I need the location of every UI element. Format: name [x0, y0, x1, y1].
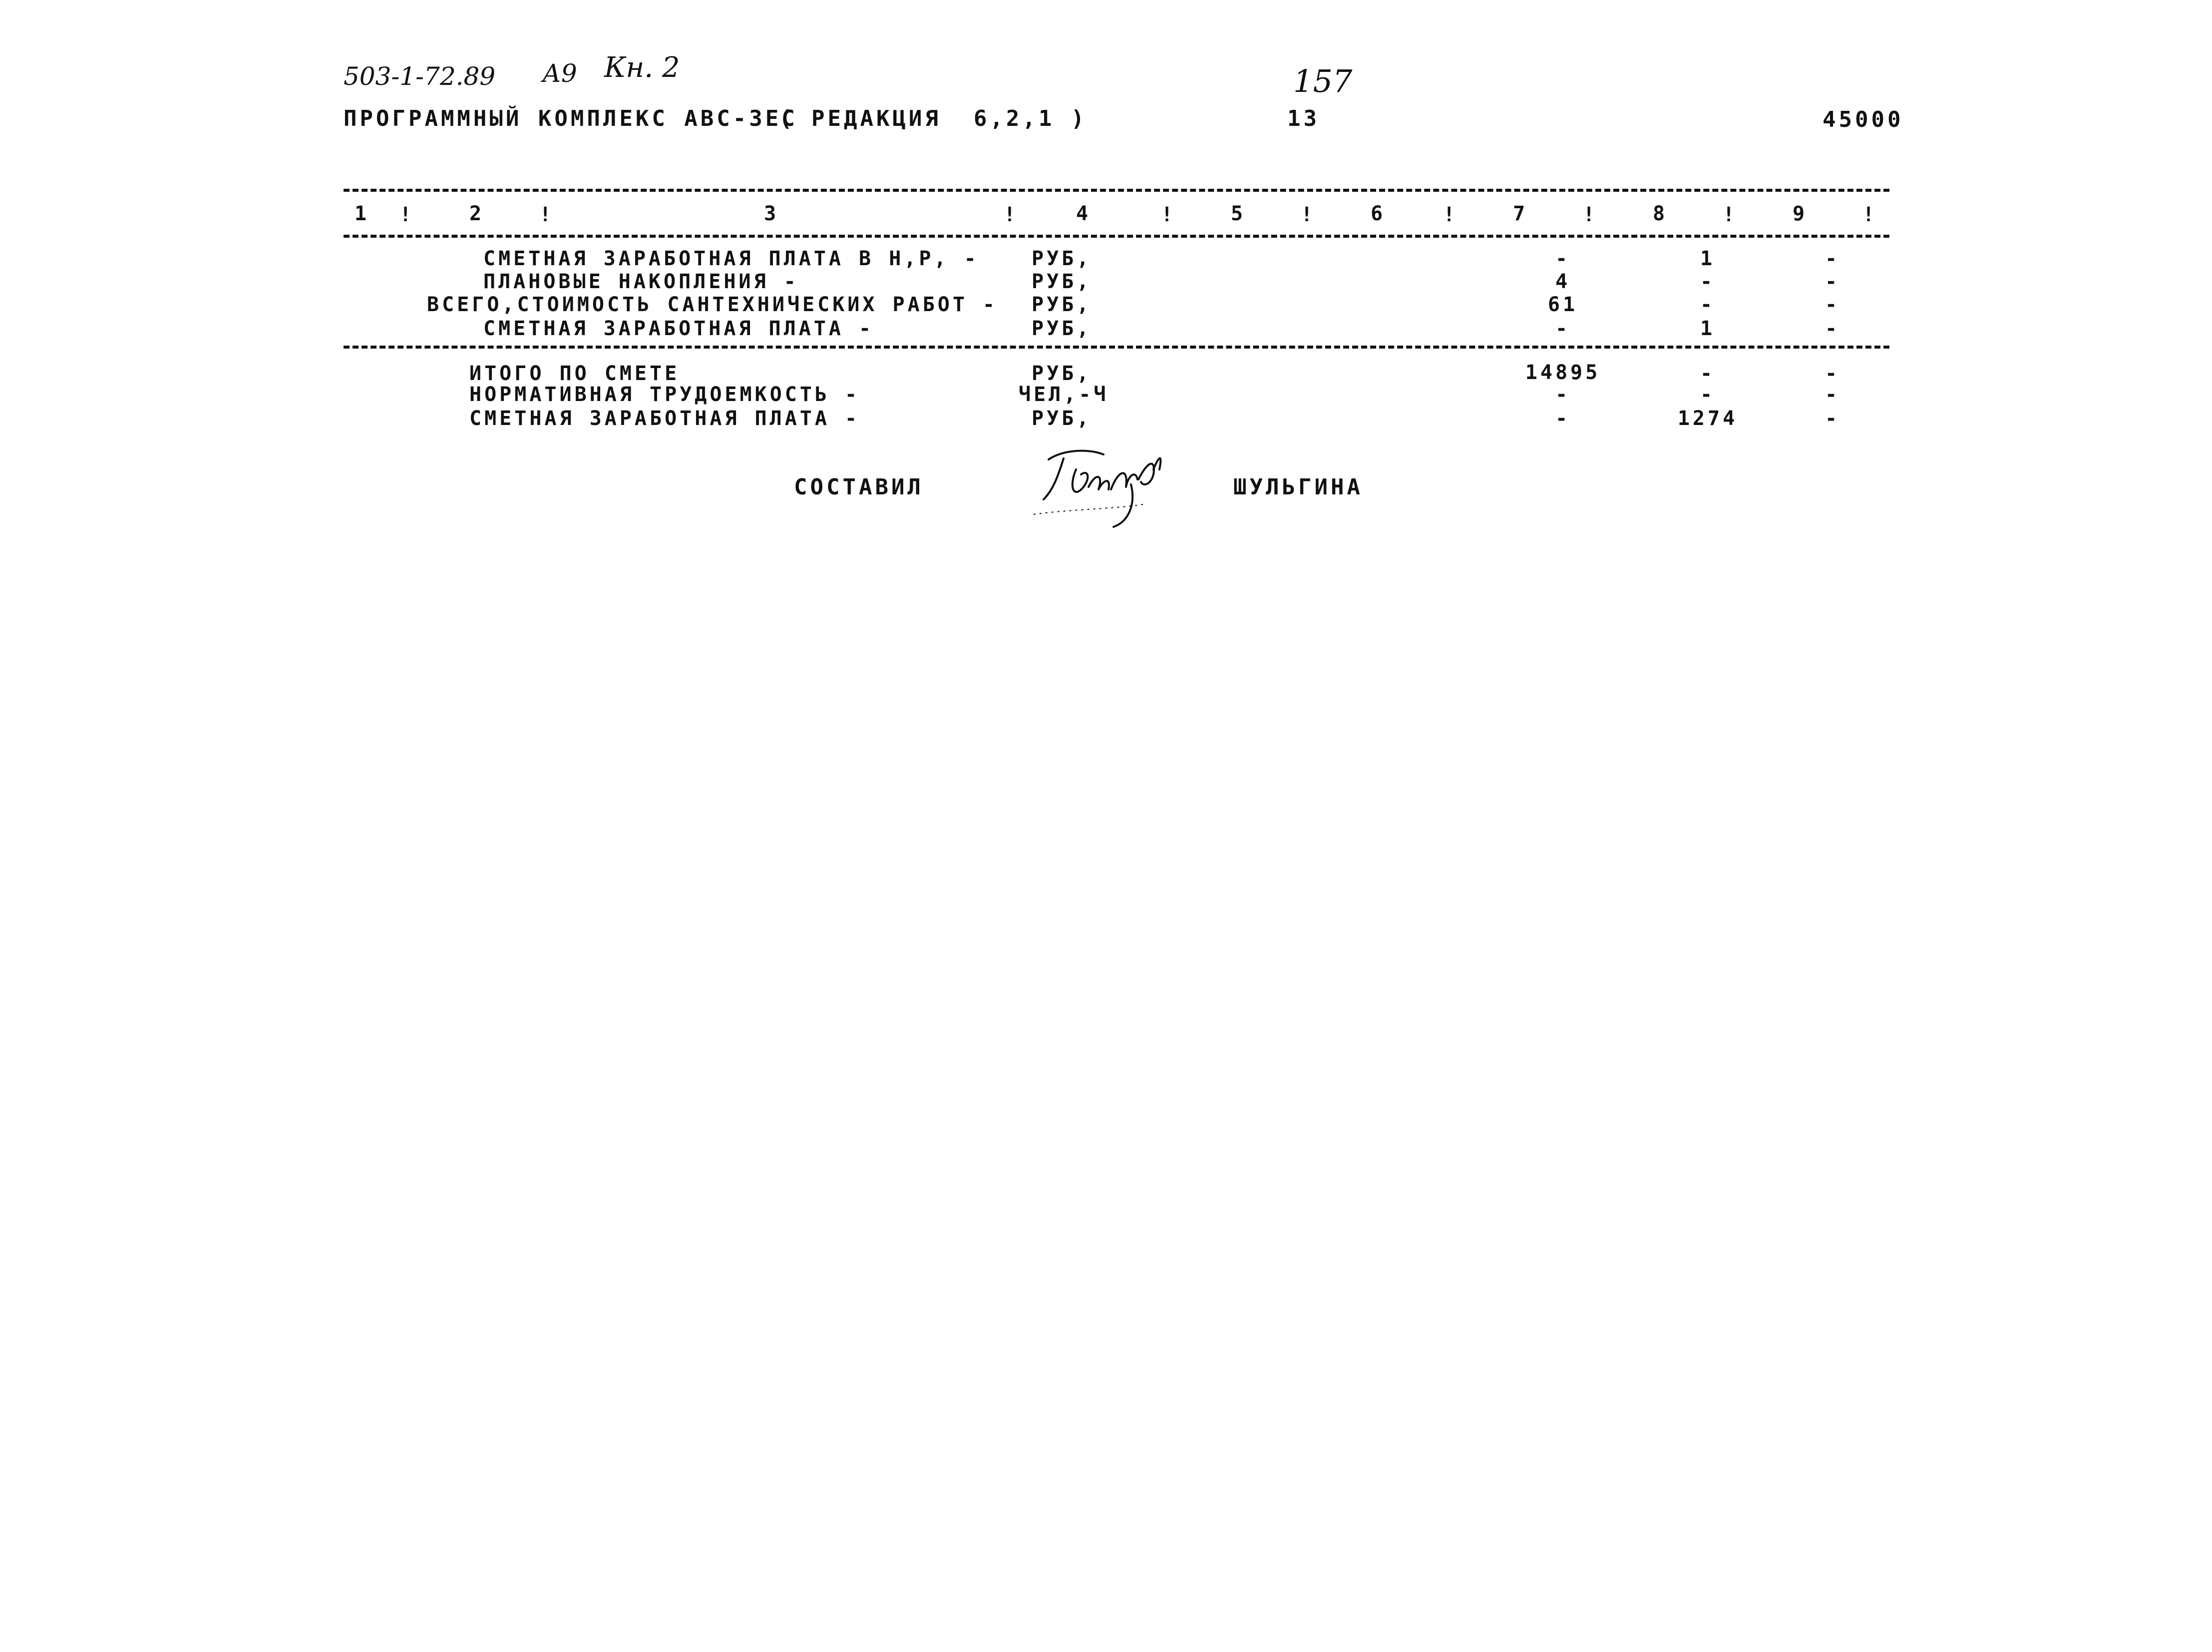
- handwritten-page-number: 157: [1293, 63, 1353, 99]
- column-number-3: 3: [763, 202, 779, 225]
- row-col8: 1274: [1677, 407, 1738, 430]
- album-label: А9: [542, 59, 577, 88]
- column-separator: !: [1723, 203, 1738, 226]
- column-number-8: 8: [1652, 202, 1668, 225]
- row-col7: -: [1555, 407, 1571, 430]
- row-col7: 14895: [1525, 361, 1601, 384]
- row-name: ИТОГО ПО СМЕТЕ: [469, 362, 680, 385]
- book-label: Кн. 2: [604, 51, 680, 84]
- row-unit: ЧЕЛ,-Ч: [1019, 383, 1109, 406]
- row-col9: -: [1825, 407, 1841, 430]
- row-col8: 1: [1700, 317, 1716, 340]
- column-separator: !: [1583, 203, 1598, 226]
- column-number-2: 2: [469, 202, 485, 225]
- section-divider-rule: [344, 346, 1889, 349]
- page-number: 13: [1287, 106, 1320, 131]
- row-col8: -: [1700, 293, 1716, 316]
- column-separator: !: [539, 203, 555, 226]
- row-unit: РУБ,: [1032, 362, 1092, 385]
- row-unit: РУБ,: [1032, 293, 1092, 316]
- row-col9: -: [1825, 247, 1841, 270]
- row-col7: 61: [1547, 293, 1578, 316]
- row-name: ВСЕГО,СТОИМОСТЬ САНТЕХНИЧЕСКИХ РАБОТ -: [427, 293, 998, 316]
- column-separator: !: [1004, 203, 1019, 226]
- row-col7: -: [1555, 247, 1571, 270]
- column-number-4: 4: [1076, 202, 1092, 225]
- compiled-by-label: СОСТАВИЛ: [794, 474, 924, 500]
- row-col7: 4: [1555, 270, 1571, 293]
- column-number-6: 6: [1370, 202, 1386, 225]
- column-separator: !: [399, 203, 415, 226]
- row-name: ПЛАНОВЫЕ НАКОПЛЕНИЯ -: [483, 270, 799, 293]
- document-code-right: 45000: [1823, 107, 1904, 132]
- row-col9: -: [1825, 362, 1841, 385]
- row-col8: 1: [1700, 247, 1716, 270]
- document-code: 503-1-72.89: [344, 62, 496, 91]
- row-col9: -: [1825, 270, 1841, 293]
- row-name: СМЕТНАЯ ЗАРАБОТНАЯ ПЛАТА -: [483, 317, 874, 340]
- row-name: СМЕТНАЯ ЗАРАБОТНАЯ ПЛАТА В Н,Р, -: [483, 247, 979, 270]
- column-separator: !: [1443, 203, 1459, 226]
- compiler-name: ШУЛЬГИНА: [1233, 474, 1363, 500]
- row-unit: РУБ,: [1032, 270, 1092, 293]
- row-unit: РУБ,: [1032, 407, 1092, 430]
- row-name: НОРМАТИВНАЯ ТРУДОЕМКОСТЬ -: [469, 383, 860, 406]
- edition-label: ( РЕДАКЦИЯ 6,2,1 ): [779, 106, 1088, 131]
- column-number-1: 1: [354, 202, 370, 225]
- column-separator: !: [1161, 203, 1176, 226]
- column-number-5: 5: [1230, 202, 1246, 225]
- row-col8: -: [1700, 270, 1716, 293]
- column-number-9: 9: [1792, 202, 1808, 225]
- row-col7: -: [1555, 383, 1571, 406]
- row-col9: -: [1825, 383, 1841, 406]
- program-title: ПРОГРАММНЫЙ КОМПЛЕКС АВС-ЗЕС: [344, 106, 798, 131]
- row-col9: -: [1825, 293, 1841, 316]
- row-col9: -: [1825, 317, 1841, 340]
- row-unit: РУБ,: [1032, 247, 1092, 270]
- handwritten-signature: [1029, 439, 1188, 534]
- row-name: СМЕТНАЯ ЗАРАБОТНАЯ ПЛАТА -: [469, 407, 860, 430]
- column-separator: !: [1301, 203, 1316, 226]
- column-separator: !: [1862, 203, 1878, 226]
- row-col8: -: [1700, 383, 1716, 406]
- row-col8: -: [1700, 362, 1716, 385]
- table-top-rule: [344, 189, 1889, 192]
- table-header-rule: [344, 235, 1889, 238]
- row-unit: РУБ,: [1032, 317, 1092, 340]
- row-col7: -: [1555, 317, 1571, 340]
- column-number-7: 7: [1512, 202, 1528, 225]
